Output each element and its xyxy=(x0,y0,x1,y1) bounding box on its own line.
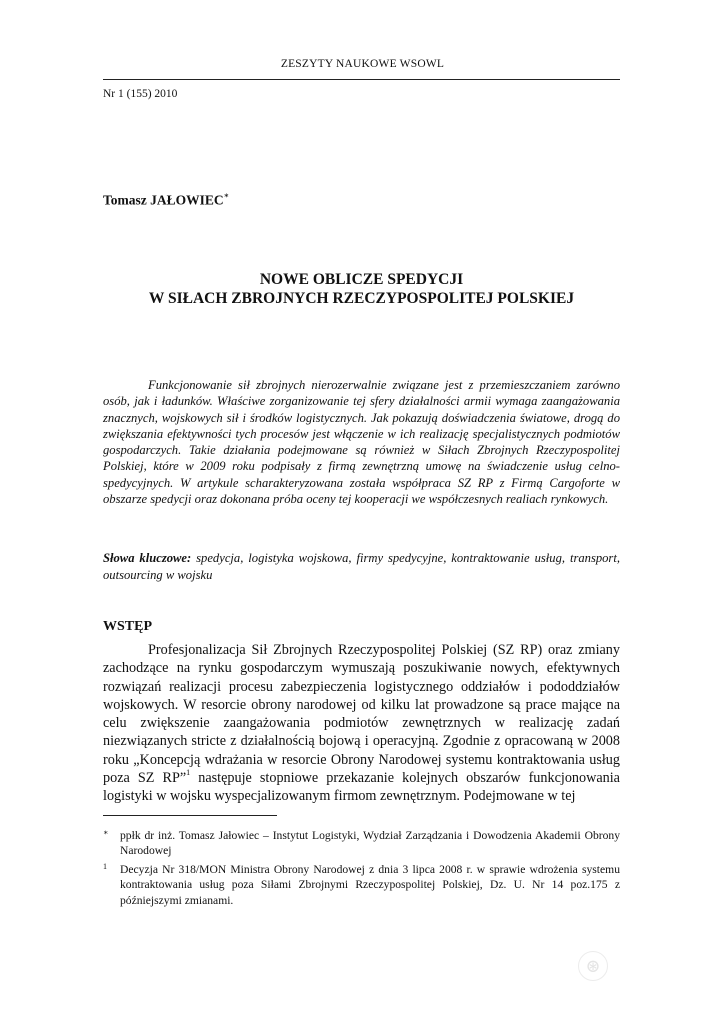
footnote-ref-1[interactable]: 1 xyxy=(186,768,191,778)
publisher-seal-icon: ⊛ xyxy=(578,951,608,981)
abstract: Funkcjonowanie sił zbrojnych nierozerwalnie związane jest z przemieszczaniem zarówno osób, jak i ładunków. Właściwe zorganizowanie tej sfery działalności armii wymaga zaangażowania znacznych, wojskowych sił i środków logistycznych. Jak pokazują doświadczenia światowe, drogą do zwiększania efektywności tych procesów jest włączenie w ich realizację specjalistycznych podmiotów gospodarczych. Takie działania podejmowane są również w Siłach Zbrojnych Rzeczypospolitej Polskiej, które w 2009 roku podpisały z firmą zewnętrzną umowę na świadczenie usług celno-spedycyjnych. W artykule scharakteryzowana została współpraca SZ RP z Firmą Cargoforte w obszarze spedycji oraz dokonana próba oceny tej kooperacji we współczesnych realiach rynkowych. xyxy=(103,378,620,507)
keywords-text: spedycja, logistyka wojskowa, firmy spedycyjne, kontraktowanie usług, transport, outsourcing w wojsku xyxy=(103,551,620,582)
author-name: Tomasz JAŁOWIEC xyxy=(103,192,224,208)
title-line-1: NOWE OBLICZE SPEDYCJI xyxy=(259,271,464,288)
issue-number: Nr 1 (155) 2010 xyxy=(103,88,178,100)
footnote-mark: 1 xyxy=(103,862,107,871)
section-heading: WSTĘP xyxy=(103,619,153,634)
footnote-author xyxy=(103,828,620,859)
author-footnote-mark[interactable]: ∗ xyxy=(223,191,230,200)
body-text-part1: Profesjonalizacja Sił Zbrojnych Rzeczypospolitej Polskiej (SZ RP) oraz zmiany zachodzące na rynku gospodarczym wymuszają poszukiwanie nowych, efektywnych rozwiązań realizacji procesu zabezpieczenia logistycznego oddziałów i pododdziałów wojskowych. W resorcie obrony narodowej od kilku lat prowadzone są prace mające na celu zwiększenie zaangażowania podmiotów zewnętrznych w realizację zadań niezwiązanych stricte z działalnością bojową i operacyjną. Zgodnie z opracowaną w 2008 roku „Koncepcją wdrażania w resorcie Obrony Narodowej systemu kontraktowania usług poza SZ RP” xyxy=(103,642,620,787)
author-line xyxy=(103,191,229,209)
article-title xyxy=(103,270,620,308)
footnote-text: ppłk dr inż. Tomasz Jałowiec – Instytut Logistyki, Wydział Zarządzania i Dowodzenia Akademii Obrony Narodowej xyxy=(120,829,620,858)
title-line-2: W SIŁACH ZBROJNYCH RZECZYPOSPOLITEJ POLSKIEJ xyxy=(148,290,575,307)
footnote-rule xyxy=(103,815,277,816)
journal-title: ZESZYTY NAUKOWE WSOWL xyxy=(280,58,445,70)
body-paragraph xyxy=(103,641,620,806)
keywords-label: Słowa kluczowe: xyxy=(103,551,192,565)
header-rule xyxy=(103,79,620,80)
keywords xyxy=(103,550,620,583)
body-text-part2: następuje stopniowe przekazanie kolejnych obszarów funkcjonowania logistyki w wojsku wyspecjalizowanym firmom zewnętrznym. Podejmowane w tej xyxy=(103,770,620,805)
footnote-1 xyxy=(103,862,620,908)
footnote-text: Decyzja Nr 318/MON Ministra Obrony Narodowej z dnia 3 lipca 2008 r. w sprawie wdrożenia systemu kontraktowania usług poza Siłami Zbrojnymi Rzeczypospolitej Polskiej, Dz. U. Nr 14 poz.175 z późniejszymi zmianami. xyxy=(120,863,620,907)
footnote-mark: ∗ xyxy=(103,828,109,837)
